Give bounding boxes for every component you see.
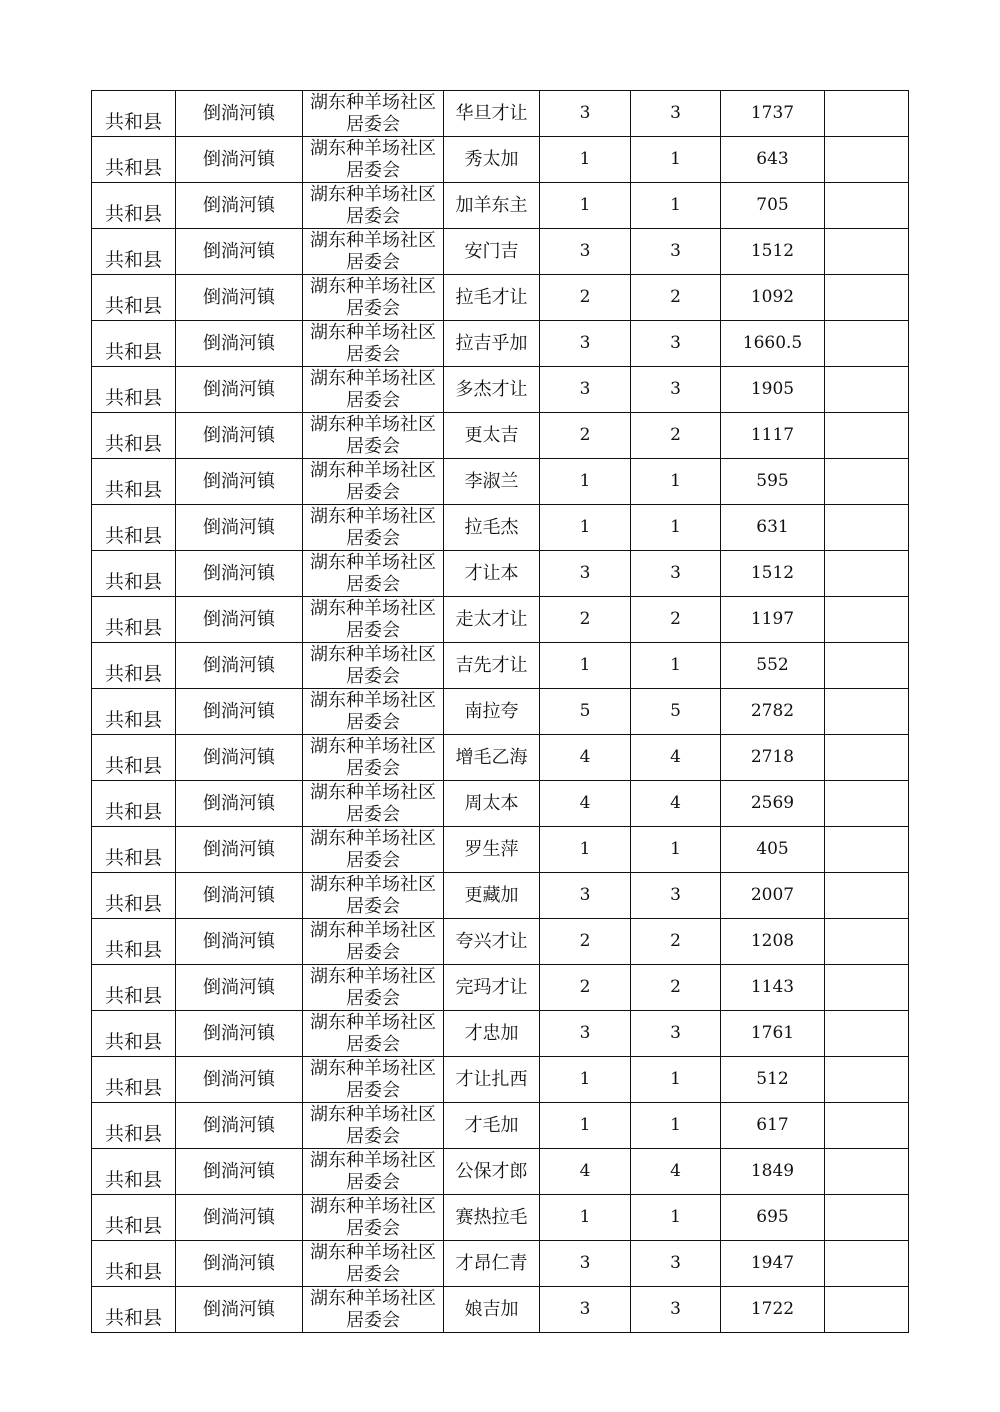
count-cell: 1 (631, 459, 721, 505)
name-cell: 周太本 (444, 781, 540, 827)
name-cell: 完玛才让 (444, 965, 540, 1011)
count-cell: 1 (631, 183, 721, 229)
note-cell (825, 1241, 909, 1287)
county-cell: 共和县 (92, 1057, 176, 1103)
table-row (92, 965, 909, 1011)
count-cell: 1 (540, 459, 631, 505)
table-row (92, 597, 909, 643)
amount-cell: 705 (721, 183, 825, 229)
note-cell (825, 1011, 909, 1057)
county-cell: 共和县 (92, 781, 176, 827)
name-cell: 华旦才让 (444, 91, 540, 137)
table-row (92, 367, 909, 413)
village-cell: 湖东种羊场社区居委会 (303, 781, 444, 827)
amount-cell: 552 (721, 643, 825, 689)
table-row (92, 137, 909, 183)
count-cell: 1 (540, 183, 631, 229)
county-cell: 共和县 (92, 91, 176, 137)
town-cell: 倒淌河镇 (176, 1149, 303, 1195)
table-row (92, 183, 909, 229)
amount-cell: 2569 (721, 781, 825, 827)
name-cell: 才忠加 (444, 1011, 540, 1057)
county-cell: 共和县 (92, 275, 176, 321)
note-cell (825, 505, 909, 551)
county-cell: 共和县 (92, 965, 176, 1011)
count-cell: 4 (540, 1149, 631, 1195)
town-cell: 倒淌河镇 (176, 1195, 303, 1241)
county-cell: 共和县 (92, 689, 176, 735)
count-cell: 1 (631, 643, 721, 689)
note-cell (825, 689, 909, 735)
village-cell: 湖东种羊场社区居委会 (303, 735, 444, 781)
amount-cell: 1143 (721, 965, 825, 1011)
village-cell: 湖东种羊场社区居委会 (303, 91, 444, 137)
name-cell: 才让本 (444, 551, 540, 597)
name-cell: 罗生萍 (444, 827, 540, 873)
count-cell: 1 (631, 505, 721, 551)
village-cell: 湖东种羊场社区居委会 (303, 1287, 444, 1333)
count-cell: 2 (631, 597, 721, 643)
county-cell: 共和县 (92, 229, 176, 275)
count-cell: 3 (631, 1287, 721, 1333)
amount-cell: 1722 (721, 1287, 825, 1333)
table-row (92, 1195, 909, 1241)
count-cell: 4 (631, 1149, 721, 1195)
table-row (92, 873, 909, 919)
count-cell: 4 (540, 735, 631, 781)
count-cell: 2 (540, 413, 631, 459)
count-cell: 1 (540, 137, 631, 183)
count-cell: 1 (631, 1195, 721, 1241)
town-cell: 倒淌河镇 (176, 689, 303, 735)
note-cell (825, 1287, 909, 1333)
table-row (92, 1149, 909, 1195)
note-cell (825, 321, 909, 367)
village-cell: 湖东种羊场社区居委会 (303, 367, 444, 413)
amount-cell: 1761 (721, 1011, 825, 1057)
count-cell: 3 (540, 873, 631, 919)
table-row (92, 689, 909, 735)
town-cell: 倒淌河镇 (176, 505, 303, 551)
name-cell: 更藏加 (444, 873, 540, 919)
count-cell: 5 (540, 689, 631, 735)
table-body (92, 91, 909, 1333)
note-cell (825, 1195, 909, 1241)
count-cell: 2 (540, 965, 631, 1011)
note-cell (825, 1103, 909, 1149)
county-cell: 共和县 (92, 321, 176, 367)
amount-cell: 1737 (721, 91, 825, 137)
village-cell: 湖东种羊场社区居委会 (303, 505, 444, 551)
note-cell (825, 91, 909, 137)
count-cell: 1 (631, 137, 721, 183)
count-cell: 1 (540, 1195, 631, 1241)
village-cell: 湖东种羊场社区居委会 (303, 1057, 444, 1103)
village-cell: 湖东种羊场社区居委会 (303, 229, 444, 275)
town-cell: 倒淌河镇 (176, 965, 303, 1011)
village-cell: 湖东种羊场社区居委会 (303, 827, 444, 873)
amount-cell: 2718 (721, 735, 825, 781)
amount-cell: 1197 (721, 597, 825, 643)
note-cell (825, 275, 909, 321)
count-cell: 3 (540, 1287, 631, 1333)
town-cell: 倒淌河镇 (176, 873, 303, 919)
town-cell: 倒淌河镇 (176, 827, 303, 873)
note-cell (825, 965, 909, 1011)
amount-cell: 1660.5 (721, 321, 825, 367)
table-row (92, 1241, 909, 1287)
name-cell: 拉毛才让 (444, 275, 540, 321)
town-cell: 倒淌河镇 (176, 137, 303, 183)
town-cell: 倒淌河镇 (176, 735, 303, 781)
amount-cell: 1208 (721, 919, 825, 965)
name-cell: 赛热拉毛 (444, 1195, 540, 1241)
county-cell: 共和县 (92, 1195, 176, 1241)
note-cell (825, 367, 909, 413)
amount-cell: 617 (721, 1103, 825, 1149)
town-cell: 倒淌河镇 (176, 781, 303, 827)
note-cell (825, 1057, 909, 1103)
table-row (92, 321, 909, 367)
town-cell: 倒淌河镇 (176, 1287, 303, 1333)
table-row (92, 1057, 909, 1103)
county-cell: 共和县 (92, 1011, 176, 1057)
table-row (92, 459, 909, 505)
name-cell: 加羊东主 (444, 183, 540, 229)
count-cell: 2 (540, 275, 631, 321)
table-row (92, 1287, 909, 1333)
count-cell: 4 (631, 781, 721, 827)
village-cell: 湖东种羊场社区居委会 (303, 689, 444, 735)
village-cell: 湖东种羊场社区居委会 (303, 919, 444, 965)
town-cell: 倒淌河镇 (176, 551, 303, 597)
county-cell: 共和县 (92, 459, 176, 505)
county-cell: 共和县 (92, 183, 176, 229)
table-row (92, 735, 909, 781)
village-cell: 湖东种羊场社区居委会 (303, 321, 444, 367)
count-cell: 3 (631, 873, 721, 919)
town-cell: 倒淌河镇 (176, 91, 303, 137)
village-cell: 湖东种羊场社区居委会 (303, 873, 444, 919)
count-cell: 3 (631, 551, 721, 597)
count-cell: 3 (631, 321, 721, 367)
name-cell: 李淑兰 (444, 459, 540, 505)
county-cell: 共和县 (92, 1103, 176, 1149)
count-cell: 1 (540, 643, 631, 689)
town-cell: 倒淌河镇 (176, 1241, 303, 1287)
count-cell: 1 (540, 827, 631, 873)
note-cell (825, 781, 909, 827)
note-cell (825, 229, 909, 275)
note-cell (825, 919, 909, 965)
table-row (92, 919, 909, 965)
count-cell: 2 (540, 919, 631, 965)
count-cell: 3 (540, 1241, 631, 1287)
note-cell (825, 459, 909, 505)
town-cell: 倒淌河镇 (176, 597, 303, 643)
county-cell: 共和县 (92, 1287, 176, 1333)
county-cell: 共和县 (92, 367, 176, 413)
village-cell: 湖东种羊场社区居委会 (303, 183, 444, 229)
town-cell: 倒淌河镇 (176, 229, 303, 275)
name-cell: 秀太加 (444, 137, 540, 183)
town-cell: 倒淌河镇 (176, 321, 303, 367)
town-cell: 倒淌河镇 (176, 459, 303, 505)
table-row (92, 91, 909, 137)
village-cell: 湖东种羊场社区居委会 (303, 551, 444, 597)
table-row (92, 1103, 909, 1149)
name-cell: 南拉夸 (444, 689, 540, 735)
amount-cell: 1849 (721, 1149, 825, 1195)
town-cell: 倒淌河镇 (176, 1103, 303, 1149)
name-cell: 多杰才让 (444, 367, 540, 413)
amount-cell: 1117 (721, 413, 825, 459)
count-cell: 3 (540, 321, 631, 367)
table-row (92, 827, 909, 873)
note-cell (825, 137, 909, 183)
name-cell: 走太才让 (444, 597, 540, 643)
count-cell: 3 (540, 229, 631, 275)
county-cell: 共和县 (92, 873, 176, 919)
count-cell: 4 (540, 781, 631, 827)
name-cell: 夸兴才让 (444, 919, 540, 965)
note-cell (825, 873, 909, 919)
county-cell: 共和县 (92, 643, 176, 689)
count-cell: 1 (631, 827, 721, 873)
county-cell: 共和县 (92, 919, 176, 965)
name-cell: 安门吉 (444, 229, 540, 275)
name-cell: 才让扎西 (444, 1057, 540, 1103)
table-row (92, 229, 909, 275)
county-cell: 共和县 (92, 413, 176, 459)
amount-cell: 595 (721, 459, 825, 505)
count-cell: 3 (540, 1011, 631, 1057)
table-container (91, 90, 909, 1333)
name-cell: 才昂仁青 (444, 1241, 540, 1287)
count-cell: 3 (540, 91, 631, 137)
data-table (91, 90, 909, 1333)
county-cell: 共和县 (92, 827, 176, 873)
count-cell: 3 (631, 1241, 721, 1287)
name-cell: 才毛加 (444, 1103, 540, 1149)
name-cell: 增毛乙海 (444, 735, 540, 781)
town-cell: 倒淌河镇 (176, 183, 303, 229)
count-cell: 3 (631, 229, 721, 275)
village-cell: 湖东种羊场社区居委会 (303, 1149, 444, 1195)
note-cell (825, 183, 909, 229)
table-row (92, 551, 909, 597)
note-cell (825, 413, 909, 459)
village-cell: 湖东种羊场社区居委会 (303, 413, 444, 459)
amount-cell: 2007 (721, 873, 825, 919)
village-cell: 湖东种羊场社区居委会 (303, 1103, 444, 1149)
count-cell: 3 (631, 91, 721, 137)
count-cell: 2 (631, 275, 721, 321)
amount-cell: 1512 (721, 229, 825, 275)
village-cell: 湖东种羊场社区居委会 (303, 965, 444, 1011)
table-row (92, 781, 909, 827)
note-cell (825, 643, 909, 689)
count-cell: 2 (540, 597, 631, 643)
town-cell: 倒淌河镇 (176, 1011, 303, 1057)
count-cell: 3 (631, 367, 721, 413)
amount-cell: 1512 (721, 551, 825, 597)
count-cell: 1 (631, 1103, 721, 1149)
count-cell: 2 (631, 965, 721, 1011)
county-cell: 共和县 (92, 1149, 176, 1195)
name-cell: 娘吉加 (444, 1287, 540, 1333)
village-cell: 湖东种羊场社区居委会 (303, 1195, 444, 1241)
town-cell: 倒淌河镇 (176, 1057, 303, 1103)
county-cell: 共和县 (92, 505, 176, 551)
note-cell (825, 1149, 909, 1195)
county-cell: 共和县 (92, 1241, 176, 1287)
name-cell: 公保才郎 (444, 1149, 540, 1195)
amount-cell: 2782 (721, 689, 825, 735)
town-cell: 倒淌河镇 (176, 919, 303, 965)
village-cell: 湖东种羊场社区居委会 (303, 597, 444, 643)
table-row (92, 413, 909, 459)
county-cell: 共和县 (92, 551, 176, 597)
table-row (92, 505, 909, 551)
count-cell: 1 (540, 1057, 631, 1103)
note-cell (825, 551, 909, 597)
count-cell: 3 (540, 367, 631, 413)
count-cell: 1 (540, 1103, 631, 1149)
town-cell: 倒淌河镇 (176, 275, 303, 321)
amount-cell: 1947 (721, 1241, 825, 1287)
county-cell: 共和县 (92, 137, 176, 183)
name-cell: 吉先才让 (444, 643, 540, 689)
amount-cell: 631 (721, 505, 825, 551)
count-cell: 1 (540, 505, 631, 551)
amount-cell: 512 (721, 1057, 825, 1103)
note-cell (825, 827, 909, 873)
town-cell: 倒淌河镇 (176, 413, 303, 459)
table-row (92, 1011, 909, 1057)
town-cell: 倒淌河镇 (176, 643, 303, 689)
name-cell: 拉毛杰 (444, 505, 540, 551)
name-cell: 拉吉乎加 (444, 321, 540, 367)
amount-cell: 695 (721, 1195, 825, 1241)
name-cell: 更太吉 (444, 413, 540, 459)
village-cell: 湖东种羊场社区居委会 (303, 1241, 444, 1287)
amount-cell: 1905 (721, 367, 825, 413)
village-cell: 湖东种羊场社区居委会 (303, 275, 444, 321)
county-cell: 共和县 (92, 597, 176, 643)
count-cell: 3 (540, 551, 631, 597)
note-cell (825, 735, 909, 781)
amount-cell: 643 (721, 137, 825, 183)
village-cell: 湖东种羊场社区居委会 (303, 459, 444, 505)
table-row (92, 643, 909, 689)
table-row (92, 275, 909, 321)
village-cell: 湖东种羊场社区居委会 (303, 643, 444, 689)
count-cell: 5 (631, 689, 721, 735)
amount-cell: 405 (721, 827, 825, 873)
count-cell: 4 (631, 735, 721, 781)
amount-cell: 1092 (721, 275, 825, 321)
town-cell: 倒淌河镇 (176, 367, 303, 413)
village-cell: 湖东种羊场社区居委会 (303, 137, 444, 183)
count-cell: 2 (631, 919, 721, 965)
county-cell: 共和县 (92, 735, 176, 781)
count-cell: 2 (631, 413, 721, 459)
count-cell: 1 (631, 1057, 721, 1103)
note-cell (825, 597, 909, 643)
count-cell: 3 (631, 1011, 721, 1057)
village-cell: 湖东种羊场社区居委会 (303, 1011, 444, 1057)
